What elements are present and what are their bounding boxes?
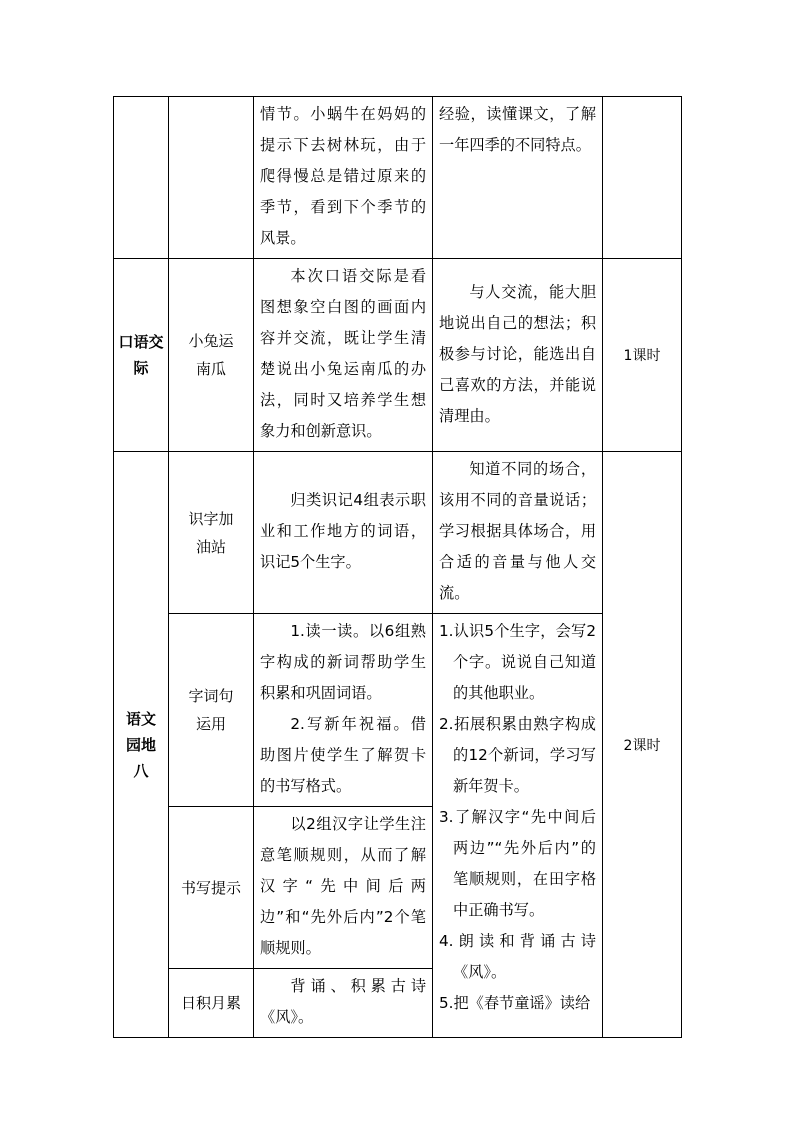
content-line: 2.写新年祝福。借助图片使学生了解贺卡的书写格式。 [260,715,426,795]
goal-cell: 经验，读懂课文，了解一年四季的不同特点。 [433,97,603,259]
garden-category-cell: 语文园地八 [114,452,169,1038]
table-row [114,97,682,259]
table-row [114,614,682,807]
table-row [114,259,682,452]
content-line: 1.读一读。以6组熟字构成的新词帮助学生积累和巩固词语。 [260,622,426,702]
item-cell: 书写提示 [169,807,254,969]
goal-cell: 与人交流，能大胆地说出自己的想法；积极参与讨论，能选出自己喜欢的方法，并能说清理由。 [433,259,603,452]
category-cell: 口语交际 [114,259,169,452]
lesson-plan-table [113,96,682,1038]
hours-cell: 1课时 [603,259,682,452]
goal-list-item: 5.把《春节童谣》读给 [439,994,591,1012]
content-cell: 本次口语交际是看图想象空白图的画面内容并交流，既让学生清楚说出小兔运南瓜的办法，同时又培养学生想象力和创新意识。 [254,259,433,452]
category-cell [114,97,169,259]
item-cell: 识字加油站 [169,452,254,614]
goal-list-item: 4.朗读和背诵古诗《风》。 [439,932,596,981]
garden-hours-cell: 2课时 [603,452,682,1038]
goal-list-item: 2.拓展积累由熟字构成的12个新词，学习写新年贺卡。 [439,715,596,795]
item-cell: 日积月累 [169,969,254,1038]
item-cell: 小兔运南瓜 [169,259,254,452]
goal-cell: 知道不同的场合，该用不同的音量说话；学习根据具体场合，用合适的音量与他人交流。 [433,452,603,614]
goal-list-item: 1.认识5个生字，会写2个字。说说自己知道的其他职业。 [439,622,596,702]
content-cell: 归类识记4组表示职业和工作地方的词语，识记5个生字。 [254,452,433,614]
content-cell: 背诵、积累古诗《风》。 [254,969,433,1038]
goal-list-item: 3.了解汉字“先中间后两边”“先外后内”的笔顺规则，在田字格中正确书写。 [439,808,596,919]
content-cell: 情节。小蜗牛在妈妈的提示下去树林玩，由于爬得慢总是错过原来的季节，看到下个季节的风景。 [254,97,433,259]
table-row [114,452,682,614]
goals-list-cell [433,614,603,1038]
item-cell: 字词句运用 [169,614,254,807]
hours-cell [603,97,682,259]
content-cell: 以2组汉字让学生注意笔顺规则，从而了解汉字“先中间后两边”和“先外后内”2个笔顺规则。 [254,807,433,969]
item-cell [169,97,254,259]
content-cell [254,614,433,807]
